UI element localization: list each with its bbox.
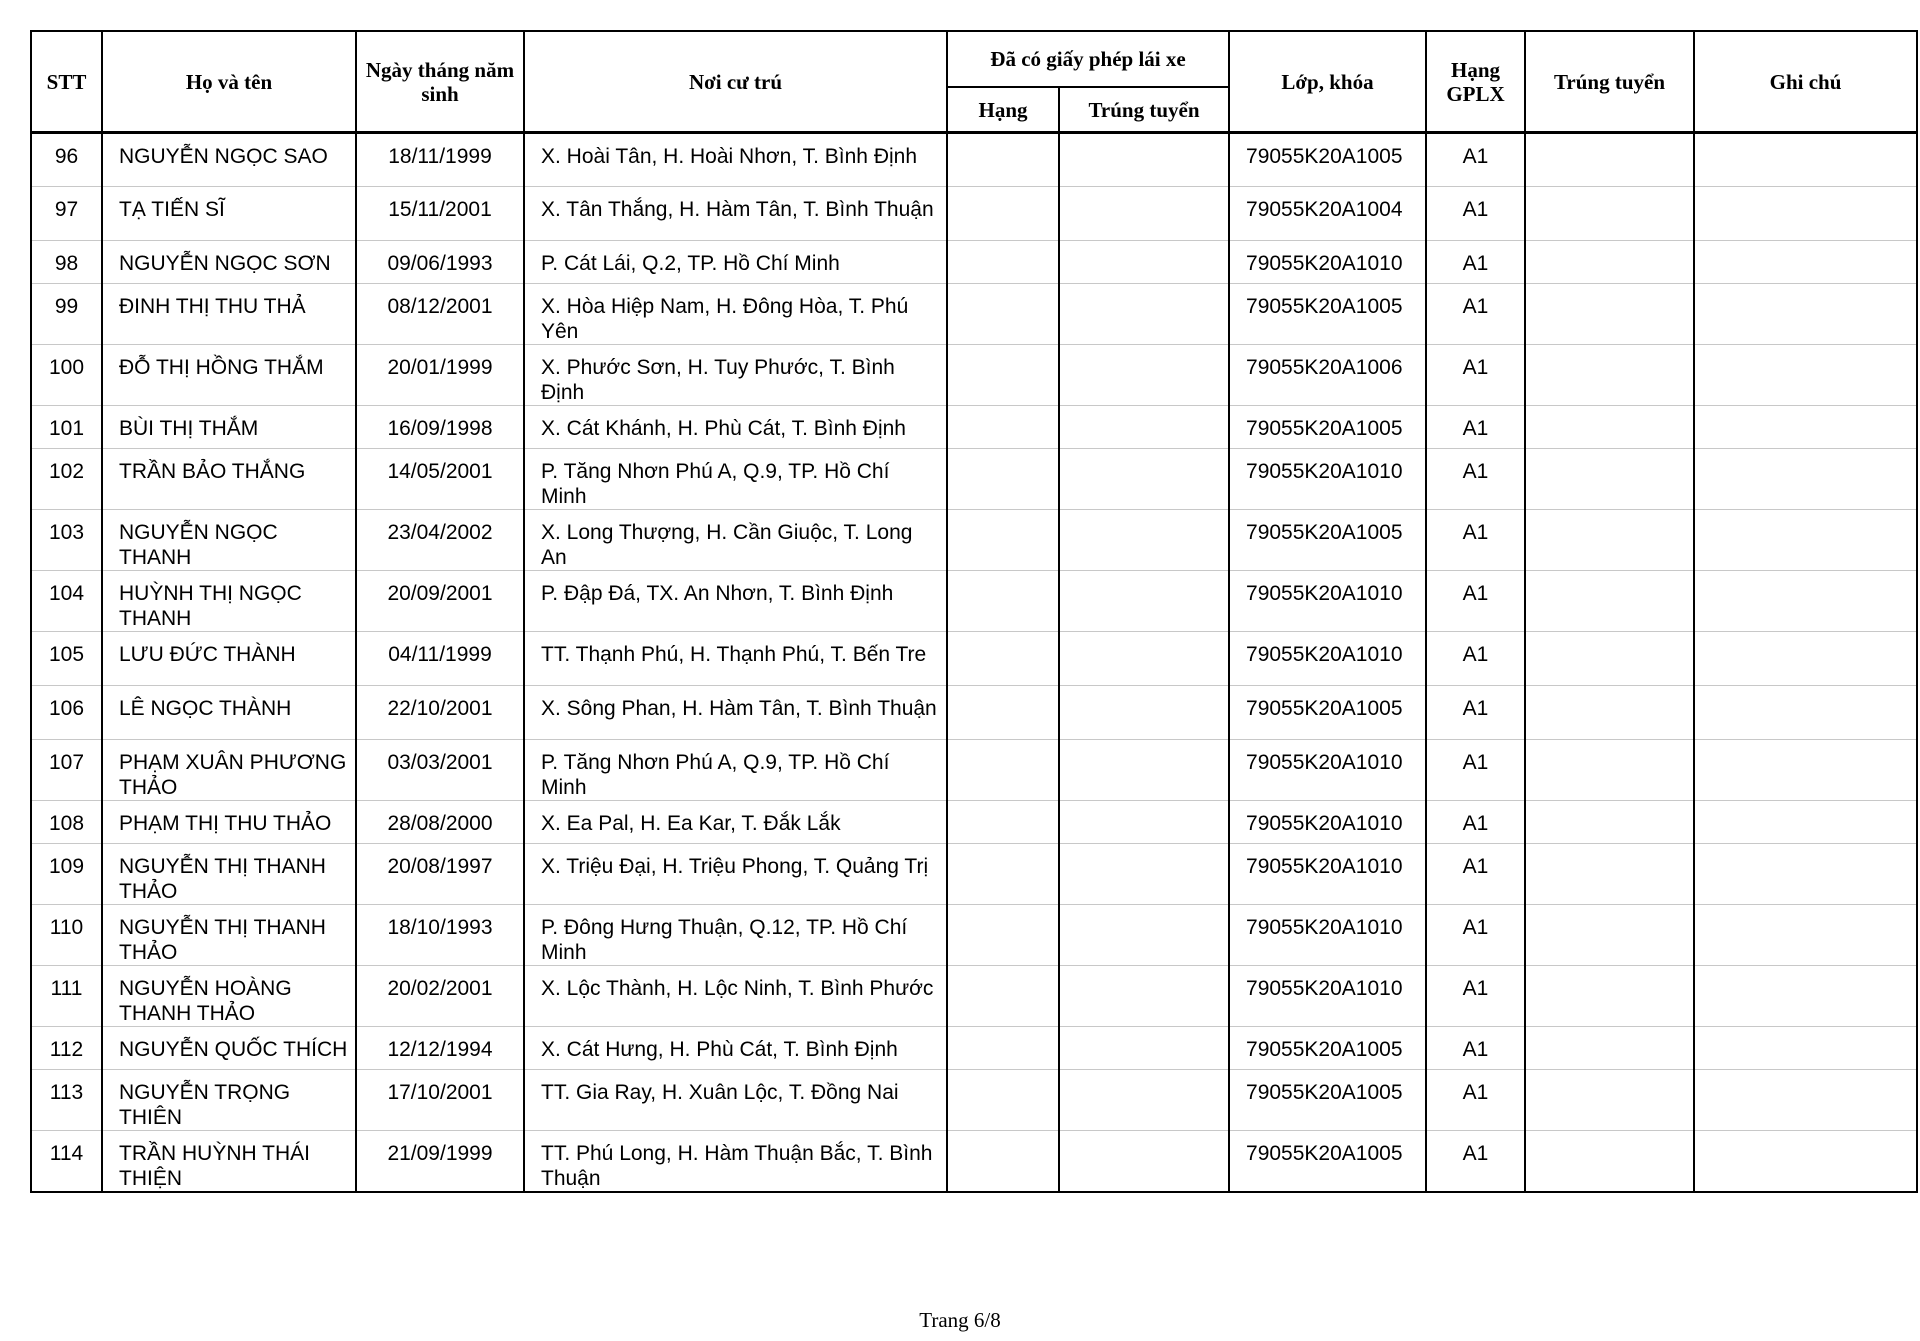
cell-gplx-class: A1 (1426, 345, 1525, 406)
cell-license-admitted (1059, 406, 1229, 449)
cell-address: X. Hoài Tân, H. Hoài Nhơn, T. Bình Định (524, 133, 947, 187)
cell-note (1694, 1027, 1917, 1070)
cell-license-class (947, 1131, 1059, 1193)
cell-dob: 21/09/1999 (356, 1131, 524, 1193)
cell-license-class (947, 801, 1059, 844)
cell-stt: 110 (31, 905, 102, 966)
page-number: Trang 6/8 (919, 1308, 1001, 1332)
cell-dob: 15/11/2001 (356, 187, 524, 241)
cell-name: NGUYỄN HOÀNG THANH THẢO (102, 966, 356, 1027)
cell-address: X. Long Thượng, H. Cần Giuộc, T. Long An (524, 510, 947, 571)
cell-license-admitted (1059, 1027, 1229, 1070)
table-row (31, 406, 1917, 449)
cell-dob: 20/01/1999 (356, 345, 524, 406)
cell-license-class (947, 905, 1059, 966)
cell-note (1694, 1131, 1917, 1193)
cell-class-course: 79055K20A1005 (1229, 686, 1426, 740)
table-row (31, 844, 1917, 905)
cell-name: NGUYỄN THỊ THANH THẢO (102, 844, 356, 905)
cell-name: PHẠM THỊ THU THẢO (102, 801, 356, 844)
table-row (31, 632, 1917, 686)
cell-stt: 99 (31, 284, 102, 345)
cell-license-admitted (1059, 571, 1229, 632)
cell-stt: 114 (31, 1131, 102, 1193)
cell-license-class (947, 966, 1059, 1027)
cell-admitted (1525, 187, 1694, 241)
cell-license-class (947, 686, 1059, 740)
cell-license-admitted (1059, 905, 1229, 966)
cell-note (1694, 571, 1917, 632)
cell-admitted (1525, 510, 1694, 571)
cell-note (1694, 844, 1917, 905)
table-row (31, 241, 1917, 284)
cell-class-course: 79055K20A1010 (1229, 449, 1426, 510)
cell-name: NGUYỄN THỊ THANH THẢO (102, 905, 356, 966)
cell-class-course: 79055K20A1010 (1229, 632, 1426, 686)
cell-stt: 109 (31, 844, 102, 905)
cell-name: TẠ TIẾN SĨ (102, 187, 356, 241)
cell-class-course: 79055K20A1006 (1229, 345, 1426, 406)
table-row (31, 1027, 1917, 1070)
cell-license-admitted (1059, 1070, 1229, 1131)
cell-gplx-class: A1 (1426, 133, 1525, 187)
cell-address: P. Đập Đá, TX. An Nhơn, T. Bình Định (524, 571, 947, 632)
cell-admitted (1525, 449, 1694, 510)
cell-dob: 20/02/2001 (356, 966, 524, 1027)
cell-license-class (947, 406, 1059, 449)
cell-stt: 97 (31, 187, 102, 241)
cell-admitted (1525, 241, 1694, 284)
cell-address: P. Tăng Nhơn Phú A, Q.9, TP. Hồ Chí Minh (524, 449, 947, 510)
cell-dob: 09/06/1993 (356, 241, 524, 284)
cell-stt: 104 (31, 571, 102, 632)
cell-license-class (947, 241, 1059, 284)
cell-admitted (1525, 686, 1694, 740)
cell-address: TT. Thạnh Phú, H. Thạnh Phú, T. Bến Tre (524, 632, 947, 686)
cell-admitted (1525, 844, 1694, 905)
cell-name: ĐINH THỊ THU THẢ (102, 284, 356, 345)
cell-address: TT. Gia Ray, H. Xuân Lộc, T. Đồng Nai (524, 1070, 947, 1131)
cell-note (1694, 284, 1917, 345)
cell-class-course: 79055K20A1010 (1229, 966, 1426, 1027)
cell-gplx-class: A1 (1426, 571, 1525, 632)
cell-dob: 14/05/2001 (356, 449, 524, 510)
cell-dob: 08/12/2001 (356, 284, 524, 345)
cell-license-admitted (1059, 844, 1229, 905)
cell-address: X. Tân Thắng, H. Hàm Tân, T. Bình Thuận (524, 187, 947, 241)
cell-admitted (1525, 1131, 1694, 1193)
cell-class-course: 79055K20A1010 (1229, 571, 1426, 632)
cell-stt: 111 (31, 966, 102, 1027)
cell-class-course: 79055K20A1005 (1229, 284, 1426, 345)
cell-gplx-class: A1 (1426, 406, 1525, 449)
cell-note (1694, 632, 1917, 686)
cell-note (1694, 801, 1917, 844)
cell-name: NGUYỄN NGỌC SƠN (102, 241, 356, 284)
cell-license-class (947, 187, 1059, 241)
cell-license-admitted (1059, 632, 1229, 686)
header-class-course: Lớp, khóa (1229, 31, 1426, 133)
cell-class-course: 79055K20A1010 (1229, 801, 1426, 844)
cell-license-class (947, 133, 1059, 187)
cell-license-admitted (1059, 187, 1229, 241)
cell-license-class (947, 740, 1059, 801)
cell-address: X. Phước Sơn, H. Tuy Phước, T. Bình Định (524, 345, 947, 406)
header-admitted: Trúng tuyển (1525, 31, 1694, 133)
cell-stt: 100 (31, 345, 102, 406)
cell-stt: 106 (31, 686, 102, 740)
cell-note (1694, 905, 1917, 966)
cell-admitted (1525, 406, 1694, 449)
cell-admitted (1525, 801, 1694, 844)
cell-name: NGUYỄN QUỐC THÍCH (102, 1027, 356, 1070)
cell-address: X. Lộc Thành, H. Lộc Ninh, T. Bình Phước (524, 966, 947, 1027)
cell-class-course: 79055K20A1010 (1229, 740, 1426, 801)
cell-address: X. Ea Pal, H. Ea Kar, T. Đắk Lắk (524, 801, 947, 844)
header-note: Ghi chú (1694, 31, 1917, 133)
cell-name: LƯU ĐỨC THÀNH (102, 632, 356, 686)
cell-license-class (947, 1027, 1059, 1070)
cell-license-class (947, 284, 1059, 345)
cell-address: X. Triệu Đại, H. Triệu Phong, T. Quảng Trị (524, 844, 947, 905)
cell-gplx-class: A1 (1426, 801, 1525, 844)
cell-note (1694, 187, 1917, 241)
cell-admitted (1525, 284, 1694, 345)
cell-stt: 101 (31, 406, 102, 449)
cell-gplx-class: A1 (1426, 1131, 1525, 1193)
cell-dob: 04/11/1999 (356, 632, 524, 686)
cell-license-class (947, 345, 1059, 406)
table-row (31, 740, 1917, 801)
cell-license-class (947, 571, 1059, 632)
table-row (31, 510, 1917, 571)
cell-class-course: 79055K20A1005 (1229, 510, 1426, 571)
cell-admitted (1525, 966, 1694, 1027)
header-stt: STT (31, 31, 102, 133)
cell-gplx-class: A1 (1426, 844, 1525, 905)
cell-name: ĐỖ THỊ HỒNG THẮM (102, 345, 356, 406)
cell-license-class (947, 844, 1059, 905)
table-body (31, 133, 1917, 1193)
table-row (31, 449, 1917, 510)
cell-stt: 96 (31, 133, 102, 187)
cell-name: NGUYỄN NGỌC SAO (102, 133, 356, 187)
cell-name: BÙI THỊ THẮM (102, 406, 356, 449)
cell-gplx-class: A1 (1426, 510, 1525, 571)
cell-name: PHẠM XUÂN PHƯƠNG THẢO (102, 740, 356, 801)
cell-license-class (947, 1070, 1059, 1131)
cell-note (1694, 966, 1917, 1027)
table-row (31, 571, 1917, 632)
cell-dob: 18/11/1999 (356, 133, 524, 187)
header-address: Nơi cư trú (524, 31, 947, 133)
cell-gplx-class: A1 (1426, 449, 1525, 510)
cell-license-admitted (1059, 966, 1229, 1027)
cell-dob: 12/12/1994 (356, 1027, 524, 1070)
cell-dob: 17/10/2001 (356, 1070, 524, 1131)
cell-dob: 18/10/1993 (356, 905, 524, 966)
cell-dob: 28/08/2000 (356, 801, 524, 844)
cell-address: TT. Phú Long, H. Hàm Thuận Bắc, T. Bình Thuận (524, 1131, 947, 1193)
header-dob: Ngày tháng năm sinh (356, 31, 524, 133)
cell-gplx-class: A1 (1426, 1070, 1525, 1131)
table-row (31, 966, 1917, 1027)
cell-license-class (947, 632, 1059, 686)
cell-license-admitted (1059, 133, 1229, 187)
cell-note (1694, 241, 1917, 284)
cell-stt: 113 (31, 1070, 102, 1131)
cell-address: X. Hòa Hiệp Nam, H. Đông Hòa, T. Phú Yên (524, 284, 947, 345)
cell-admitted (1525, 905, 1694, 966)
cell-class-course: 79055K20A1005 (1229, 1131, 1426, 1193)
cell-dob: 20/08/1997 (356, 844, 524, 905)
cell-admitted (1525, 133, 1694, 187)
table-row (31, 133, 1917, 187)
cell-name: HUỲNH THỊ NGỌC THANH (102, 571, 356, 632)
cell-dob: 03/03/2001 (356, 740, 524, 801)
cell-class-course: 79055K20A1005 (1229, 1027, 1426, 1070)
header-license-class: Hạng (947, 87, 1059, 133)
header-license-admitted: Trúng tuyển (1059, 87, 1229, 133)
cell-class-course: 79055K20A1005 (1229, 406, 1426, 449)
cell-license-admitted (1059, 284, 1229, 345)
table-row (31, 187, 1917, 241)
cell-license-admitted (1059, 345, 1229, 406)
cell-stt: 112 (31, 1027, 102, 1070)
header-gplx-class: Hạng GPLX (1426, 31, 1525, 133)
cell-gplx-class: A1 (1426, 241, 1525, 284)
cell-stt: 98 (31, 241, 102, 284)
table-row (31, 345, 1917, 406)
cell-address: P. Đông Hưng Thuận, Q.12, TP. Hồ Chí Minh (524, 905, 947, 966)
cell-license-admitted (1059, 801, 1229, 844)
cell-license-admitted (1059, 740, 1229, 801)
cell-dob: 16/09/1998 (356, 406, 524, 449)
table-row (31, 1070, 1917, 1131)
cell-gplx-class: A1 (1426, 187, 1525, 241)
table-row (31, 284, 1917, 345)
cell-note (1694, 449, 1917, 510)
cell-admitted (1525, 632, 1694, 686)
cell-gplx-class: A1 (1426, 1027, 1525, 1070)
cell-note (1694, 740, 1917, 801)
header-license-group: Đã có giấy phép lái xe (947, 31, 1229, 87)
cell-name: TRẦN BẢO THẮNG (102, 449, 356, 510)
cell-class-course: 79055K20A1010 (1229, 241, 1426, 284)
cell-address: P. Tăng Nhơn Phú A, Q.9, TP. Hồ Chí Minh (524, 740, 947, 801)
cell-note (1694, 686, 1917, 740)
table-row (31, 686, 1917, 740)
cell-admitted (1525, 1027, 1694, 1070)
cell-gplx-class: A1 (1426, 905, 1525, 966)
cell-address: P. Cát Lái, Q.2, TP. Hồ Chí Minh (524, 241, 947, 284)
cell-gplx-class: A1 (1426, 632, 1525, 686)
cell-gplx-class: A1 (1426, 284, 1525, 345)
cell-stt: 105 (31, 632, 102, 686)
candidate-table (30, 30, 1918, 1193)
header-name: Họ và tên (102, 31, 356, 133)
table-row (31, 1131, 1917, 1193)
cell-gplx-class: A1 (1426, 740, 1525, 801)
cell-note (1694, 345, 1917, 406)
cell-name: NGUYỄN NGỌC THANH (102, 510, 356, 571)
cell-license-admitted (1059, 686, 1229, 740)
cell-license-admitted (1059, 510, 1229, 571)
cell-name: LÊ NGỌC THÀNH (102, 686, 356, 740)
cell-license-admitted (1059, 1131, 1229, 1193)
table-row (31, 801, 1917, 844)
cell-class-course: 79055K20A1010 (1229, 844, 1426, 905)
cell-admitted (1525, 571, 1694, 632)
cell-note (1694, 510, 1917, 571)
cell-class-course: 79055K20A1010 (1229, 905, 1426, 966)
cell-dob: 23/04/2002 (356, 510, 524, 571)
cell-license-admitted (1059, 241, 1229, 284)
cell-dob: 20/09/2001 (356, 571, 524, 632)
cell-gplx-class: A1 (1426, 966, 1525, 1027)
cell-dob: 22/10/2001 (356, 686, 524, 740)
cell-stt: 108 (31, 801, 102, 844)
cell-class-course: 79055K20A1004 (1229, 187, 1426, 241)
cell-stt: 107 (31, 740, 102, 801)
cell-license-class (947, 449, 1059, 510)
cell-name: NGUYỄN TRỌNG THIÊN (102, 1070, 356, 1131)
cell-stt: 103 (31, 510, 102, 571)
cell-note (1694, 1070, 1917, 1131)
cell-class-course: 79055K20A1005 (1229, 133, 1426, 187)
cell-admitted (1525, 740, 1694, 801)
cell-admitted (1525, 1070, 1694, 1131)
cell-name: TRẦN HUỲNH THÁI THIỆN (102, 1131, 356, 1193)
cell-note (1694, 133, 1917, 187)
cell-address: X. Cát Hưng, H. Phù Cát, T. Bình Định (524, 1027, 947, 1070)
table-row (31, 905, 1917, 966)
cell-address: X. Sông Phan, H. Hàm Tân, T. Bình Thuận (524, 686, 947, 740)
cell-address: X. Cát Khánh, H. Phù Cát, T. Bình Định (524, 406, 947, 449)
cell-admitted (1525, 345, 1694, 406)
cell-gplx-class: A1 (1426, 686, 1525, 740)
cell-license-admitted (1059, 449, 1229, 510)
cell-stt: 102 (31, 449, 102, 510)
cell-note (1694, 406, 1917, 449)
cell-class-course: 79055K20A1005 (1229, 1070, 1426, 1131)
cell-license-class (947, 510, 1059, 571)
